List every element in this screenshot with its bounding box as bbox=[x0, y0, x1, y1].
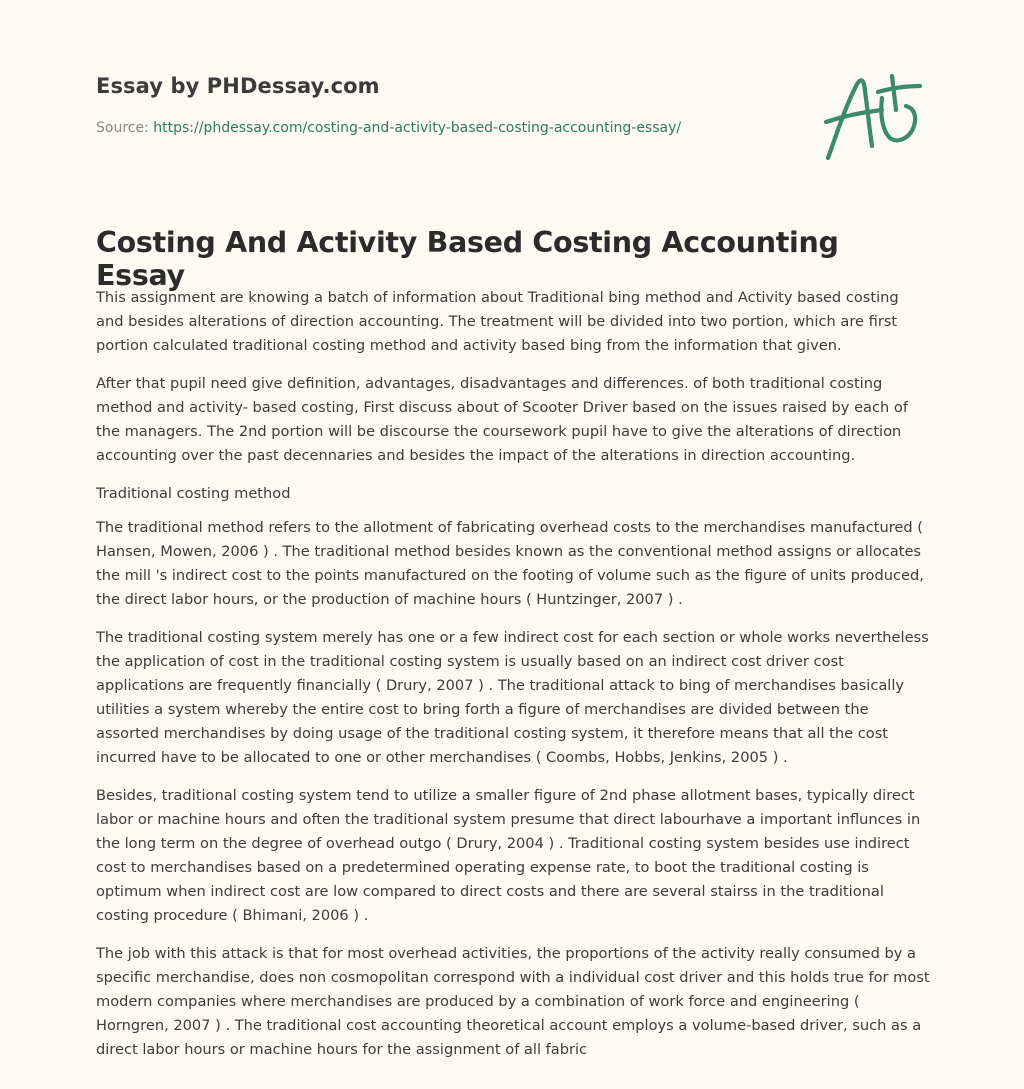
paragraph: The traditional method refers to the allotment of fabricating overhead costs to the merchandises manufactured ( Hansen, Mowen, 2006 ) . The traditional method besides known as the conventional method assigns or allocates the mill 's indirect cost to the points manufactured on the footing of volume such as the figure of units produced, the direct labor hours, or the production of machine hours ( Huntzinger, 2007 ) . bbox=[96, 519, 924, 608]
paragraph: The traditional costing system merely has one or a few indirect cost for each section or whole works nevertheless the application of cost in the traditional costing system is usually based on an indirect cost driver cost applications are frequently financially ( Drury, 2007 ) . The traditional attack to bing of merchandises basically utilities a system whereby the entire cost to bring forth a figure of merchandises are divided between the assorted merchandises by doing usage of the traditional costing system, it therefore means that all the cost incurred have to be allocated to one or other merchandises ( Coombs, Hobbs, Jenkins, 2005 ) . bbox=[96, 629, 929, 766]
document-header bbox=[96, 74, 796, 136]
paragraph: This assignment are knowing a batch of information about Traditional bing method and Activity based costing and besides alterations of direction accounting. The treatment will be divided into two portion, which are first portion calculated traditional costing method and activity based bing from the information that given. bbox=[96, 289, 899, 354]
source-line bbox=[96, 120, 796, 136]
source-label: Source: bbox=[96, 120, 149, 136]
paragraph: Besides, traditional costing system tend to utilize a smaller figure of 2nd phase allotment bases, typically direct labor or machine hours and often the traditional system presume that direct labourhave a important influnces in the long term on the degree of overhead outgo ( Drury, 2004 ) . Traditional costing system besides use indirect cost to merchandises based on a predetermined operating expense rate, to boot the traditional costing is optimum when indirect cost are low compared to direct costs and there are several stairss in the traditional costing procedure ( Bhimani, 2006 ) . bbox=[96, 787, 921, 924]
site-brand: Essay by PHDessay.com bbox=[96, 74, 380, 98]
paragraph: After that pupil need give definition, advantages, disadvantages and differences. of both traditional costing method and activity- based costing, First discuss about of Scooter Driver based on the issues raised by each of the managers. The 2nd portion will be discourse the coursework pupil have to give the alterations of direction accounting over the past decennaries and besides the impact of the alterations in direction accounting. bbox=[96, 375, 908, 464]
source-link[interactable]: https://phdessay.com/costing-and-activity-based-costing-accounting-essay/ bbox=[153, 120, 682, 136]
a-plus-grade-icon bbox=[822, 66, 932, 166]
section-heading: Traditional costing method bbox=[96, 485, 291, 502]
paragraph: The job with this attack is that for most overhead activities, the proportions of the activity really consumed by a specific merchandise, does non cosmopolitan correspond with a individual cost driver and this holds true for most modern companies where merchandises are produced by a combination of work force and engineering ( Horngren, 2007 ) . The traditional cost accounting theoretical account employs a volume-based driver, such as a direct labor hours or machine hours for the assignment of all fabric bbox=[96, 945, 930, 1058]
essay-body bbox=[96, 286, 930, 1076]
essay-title: Costing And Activity Based Costing Accounting Essay bbox=[96, 226, 839, 292]
